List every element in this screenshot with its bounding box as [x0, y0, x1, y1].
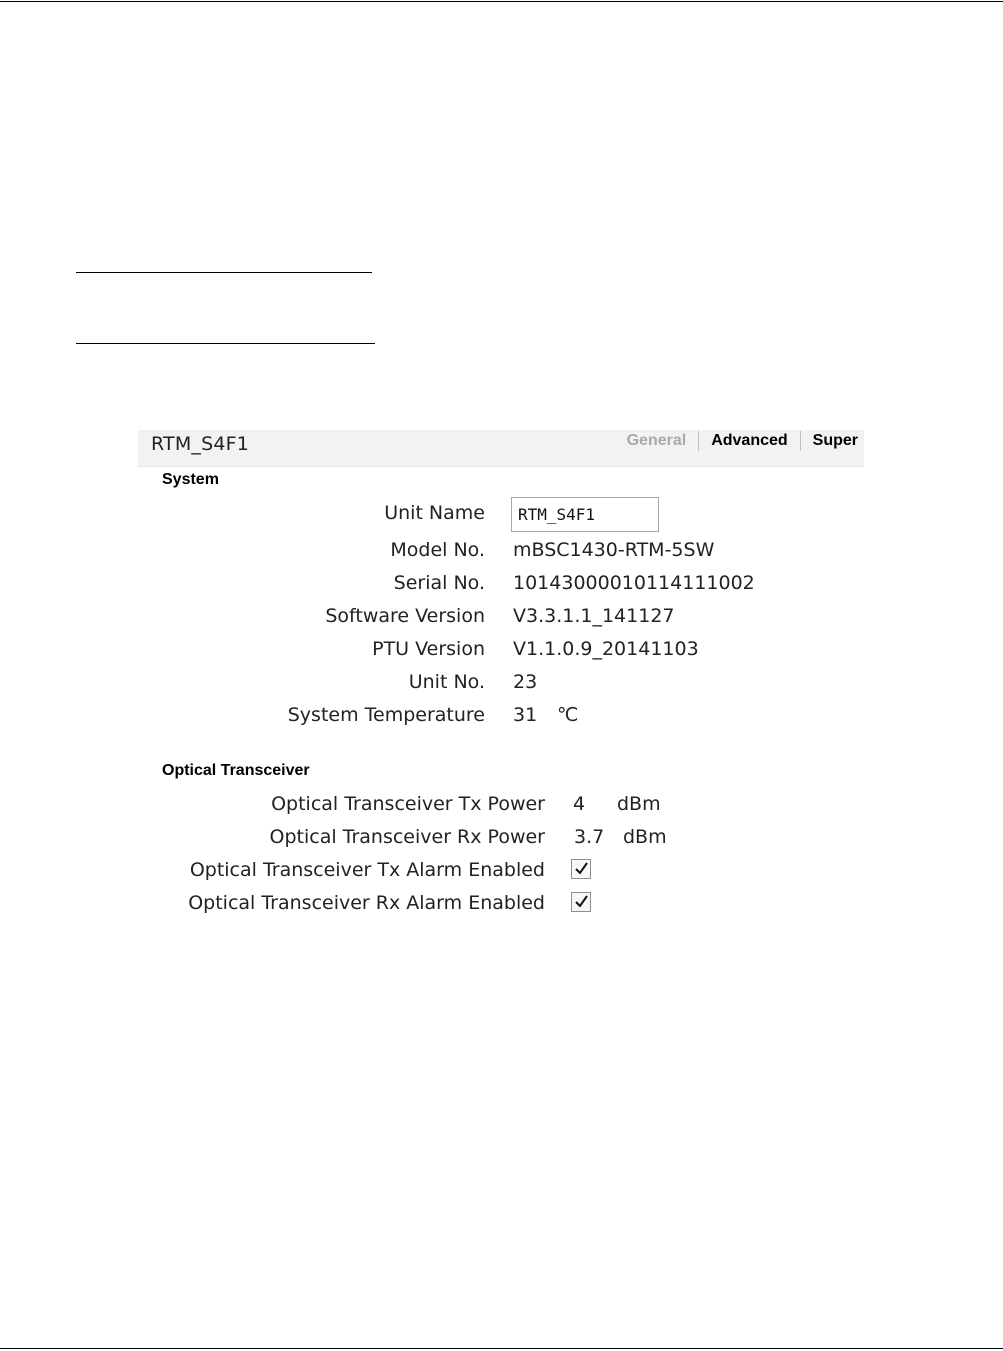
unit-no-row: [0, 666, 1003, 699]
tab-general[interactable]: General: [626, 432, 687, 449]
temperature-row: [0, 699, 1003, 732]
rx-power-label: Optical Transceiver Rx Power: [269, 826, 545, 848]
bottom-page-rule: [0, 1348, 1003, 1349]
rx-alarm-row: [0, 887, 1003, 920]
top-page-rule: [0, 1, 1003, 2]
temperature-unit: ℃: [557, 704, 579, 726]
optical-heading: Optical Transceiver: [162, 762, 310, 779]
tab-bar: [615, 430, 858, 452]
system-heading: System: [162, 471, 219, 488]
rx-power-value: 3.7: [574, 826, 605, 848]
blank-line-1: [76, 272, 372, 273]
tx-alarm-checkbox[interactable]: [571, 859, 591, 879]
software-label: Software Version: [325, 605, 485, 627]
tx-power-row: [0, 788, 1003, 821]
software-value: V3.3.1.1_141127: [513, 605, 675, 627]
rx-alarm-label: Optical Transceiver Rx Alarm Enabled: [188, 892, 545, 914]
tx-power-value: 4: [573, 793, 586, 815]
tx-alarm-label: Optical Transceiver Tx Alarm Enabled: [189, 859, 545, 881]
tab-super[interactable]: Super: [812, 432, 858, 449]
ptu-label: PTU Version: [372, 638, 485, 660]
unit-name-row: [0, 497, 1003, 530]
tx-power-unit: dBm: [617, 793, 661, 815]
tab-advanced[interactable]: Advanced: [711, 432, 788, 449]
temperature-label: System Temperature: [287, 704, 485, 726]
unit-no-value: 23: [513, 671, 538, 693]
serial-label: Serial No.: [393, 572, 485, 594]
model-row: [0, 534, 1003, 567]
rx-power-unit: dBm: [623, 826, 667, 848]
temperature-value: 31: [513, 704, 538, 726]
unit-name-label: Unit Name: [384, 502, 485, 524]
tx-power-label: Optical Transceiver Tx Power: [271, 793, 545, 815]
unit-name-input[interactable]: [511, 497, 659, 532]
panel-header: [138, 430, 864, 467]
rx-power-row: [0, 821, 1003, 854]
check-icon: [574, 861, 589, 876]
software-row: [0, 600, 1003, 633]
unit-title: RTM_S4F1: [151, 433, 250, 455]
check-icon: [574, 894, 589, 909]
rx-alarm-checkbox[interactable]: [571, 892, 591, 912]
ptu-value: V1.1.0.9_20141103: [513, 638, 699, 660]
tx-alarm-row: [0, 854, 1003, 887]
blank-line-2: [76, 343, 375, 344]
ptu-row: [0, 633, 1003, 666]
model-value: mBSC1430-RTM-5SW: [513, 539, 715, 561]
unit-no-label: Unit No.: [408, 671, 485, 693]
serial-row: [0, 567, 1003, 600]
model-label: Model No.: [390, 539, 485, 561]
serial-value: 10143000010114111002: [513, 572, 755, 594]
